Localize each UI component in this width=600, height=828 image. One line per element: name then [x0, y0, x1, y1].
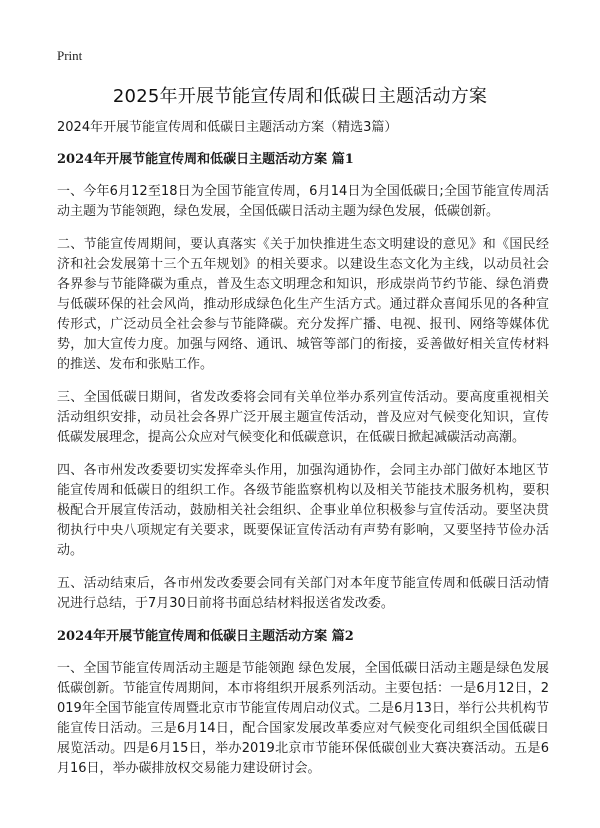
section-1-paragraph-1: 一、今年6月12至18日为全国节能宣传周，6月14日为全国低碳日;全国节能宣传周活动主题为节能领跑，绿色发展，全国低碳日活动主题为绿色发展，低碳创新。	[57, 184, 549, 219]
section-1-paragraph-4: 四、各市州发改委要切实发挥牵头作用，加强沟通协作，会同主办部门做好本地区节能宣传周和低碳日的组织工作。各级节能监察机构以及相关节能技术服务机构，要积极配合开展宣传活动，鼓励相关社会组织、企事业单位积极参与宣传活动。要坚决贯彻执行中央八项规定有关要求，既要保证宣传活动有声势有影响，又要坚持节俭办活动。	[57, 463, 549, 558]
section-1-paragraph-2: 二、节能宣传周期间，要认真落实《关于加快推进生态文明建设的意见》和《国民经济和社会发展第十三个五年规划》的相关要求。以建设生态文化为主线，以动员社会各界参与节能降碳为重点，普及生态文明理念和知识，形成崇尚节约节能、绿色消费与低碳环保的社会风尚，推动形成绿色化生产生活方式。通过群众喜闻乐见的各种宣传形式，广泛动员全社会参与节能降碳。充分发挥广播、电视、报刊、网络等媒体优势，加大宣传力度。加强与网络、通讯、城管等部门的衔接，妥善做好相关宣传材料的推送、发布和张贴工作。	[57, 237, 549, 372]
page-title: 2025年开展节能宣传周和低碳日主题活动方案	[112, 86, 488, 107]
print-link[interactable]: Print	[57, 48, 83, 63]
section-1-paragraph-3: 三、全国低碳日期间，省发改委将会同有关单位举办系列宣传活动。要高度重视相关活动组织安排，动员社会各界广泛开展主题宣传活动，普及应对气候变化知识，宣传低碳发展理念，提高公众应对气候变化和低碳意识，在低碳日掀起减碳活动高潮。	[57, 390, 549, 445]
section-heading-2: 2024年开展节能宣传周和低碳日主题活动方案 篇2	[57, 629, 354, 644]
document-body	[57, 118, 549, 792]
section-heading-1: 2024年开展节能宣传周和低碳日主题活动方案 篇1	[57, 152, 354, 167]
section-2-paragraph-1: 一、全国节能宣传周活动主题是节能领跑 绿色发展，全国低碳日活动主题是绿色发展 低碳创新。节能宣传周期间，本市将组织开展系列活动。主要包括：一是6月12日，2019年全国节能宣传周暨北京市节能宣传周启动仪式。二是6月13日，举行公共机构节能宣传日活动。三是6月14日，配合国家发展改革委应对气候变化司组织全国低碳日展览活动。四是6月15日，举办2019北京市节能环保低碳创业大赛决赛活动。五是6月16日，举办碳排放权交易能力建设研讨会。	[57, 661, 549, 776]
section-1-paragraph-5: 五、活动结束后，各市州发改委要会同有关部门对本年度节能宣传周和低碳日活动情况进行总结，于7月30日前将书面总结材料报送省发改委。	[57, 576, 549, 611]
document-subtitle: 2024年开展节能宣传周和低碳日主题活动方案（精选3篇）	[57, 120, 398, 135]
